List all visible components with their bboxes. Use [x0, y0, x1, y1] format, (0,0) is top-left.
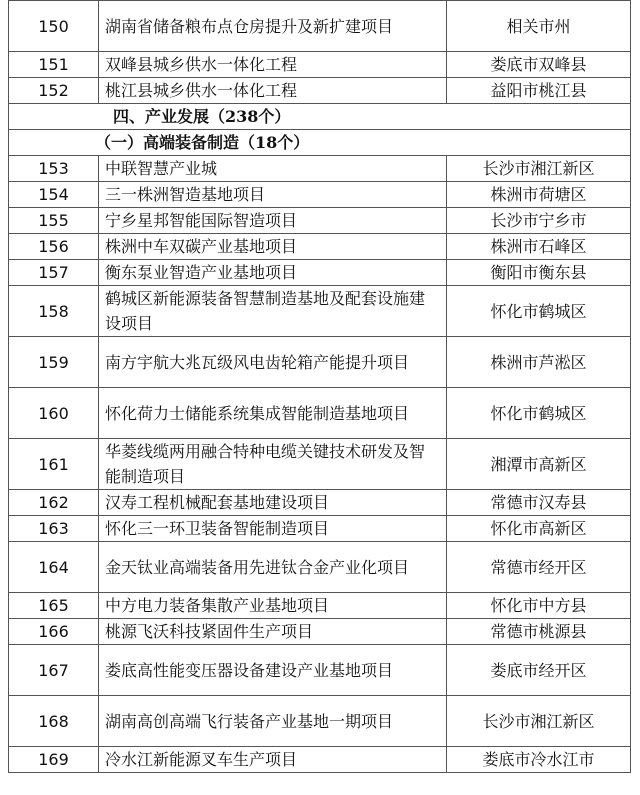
table-row — [9, 260, 631, 286]
row-number: 153 — [9, 156, 99, 182]
table-row — [9, 516, 631, 542]
table-row — [9, 388, 631, 439]
project-name: 金天钛业高端装备用先进钛合金产业化项目 — [99, 542, 447, 593]
row-number: 159 — [9, 337, 99, 388]
project-location: 衡阳市衡东县 — [447, 260, 631, 286]
table-row — [9, 619, 631, 645]
table-row — [9, 439, 631, 490]
project-location: 常德市桃源县 — [447, 619, 631, 645]
section-title: （一）高端装备制造（18个） — [9, 130, 631, 156]
project-location: 怀化市鹤城区 — [447, 286, 631, 337]
project-name: 湖南高创高端飞行装备产业基地一期项目 — [99, 696, 447, 747]
project-name: 汉寿工程机械配套基地建设项目 — [99, 490, 447, 516]
row-number: 166 — [9, 619, 99, 645]
row-number: 150 — [9, 1, 99, 52]
row-number: 161 — [9, 439, 99, 490]
project-location: 娄底市经开区 — [447, 645, 631, 696]
project-location: 常德市经开区 — [447, 542, 631, 593]
project-location: 湘潭市高新区 — [447, 439, 631, 490]
project-name: 南方宇航大兆瓦级风电齿轮箱产能提升项目 — [99, 337, 447, 388]
project-location: 株洲市芦淞区 — [447, 337, 631, 388]
row-number: 155 — [9, 208, 99, 234]
project-table-body — [9, 1, 631, 773]
project-location: 娄底市双峰县 — [447, 52, 631, 78]
project-name: 三一株洲智造基地项目 — [99, 182, 447, 208]
project-location: 相关市州 — [447, 1, 631, 52]
table-row — [9, 645, 631, 696]
project-name: 桃源飞沃科技紧固件生产项目 — [99, 619, 447, 645]
row-number: 152 — [9, 78, 99, 104]
row-number: 163 — [9, 516, 99, 542]
project-name: 株洲中车双碳产业基地项目 — [99, 234, 447, 260]
project-name: 鹤城区新能源装备智慧制造基地及配套设施建设项目 — [99, 286, 447, 337]
page-cutoff — [8, 790, 630, 795]
table-row — [9, 696, 631, 747]
project-table — [8, 0, 631, 773]
table-row — [9, 208, 631, 234]
project-name: 娄底高性能变压器设备建设产业基地项目 — [99, 645, 447, 696]
project-location: 长沙市湘江新区 — [447, 696, 631, 747]
row-number: 162 — [9, 490, 99, 516]
section-heading — [9, 104, 631, 130]
project-name: 衡东泵业智造产业基地项目 — [99, 260, 447, 286]
project-location: 益阳市桃江县 — [447, 78, 631, 104]
table-row — [9, 337, 631, 388]
table-row — [9, 78, 631, 104]
project-name: 中联智慧产业城 — [99, 156, 447, 182]
project-name: 华菱线缆两用融合特种电缆关键技术研发及智能制造项目 — [99, 439, 447, 490]
project-location: 怀化市鹤城区 — [447, 388, 631, 439]
project-name: 宁乡星邦智能国际智造项目 — [99, 208, 447, 234]
row-number: 167 — [9, 645, 99, 696]
row-number: 158 — [9, 286, 99, 337]
project-location: 株洲市荷塘区 — [447, 182, 631, 208]
row-number: 157 — [9, 260, 99, 286]
project-name: 怀化荷力士储能系统集成智能制造基地项目 — [99, 388, 447, 439]
table-row — [9, 182, 631, 208]
project-name: 双峰县城乡供水一体化工程 — [99, 52, 447, 78]
project-location: 常德市汉寿县 — [447, 490, 631, 516]
row-number: 151 — [9, 52, 99, 78]
table-row — [9, 747, 631, 773]
project-location: 娄底市冷水江市 — [447, 747, 631, 773]
row-number: 169 — [9, 747, 99, 773]
row-number: 168 — [9, 696, 99, 747]
table-row — [9, 156, 631, 182]
table-row — [9, 1, 631, 52]
table-row — [9, 52, 631, 78]
table-row — [9, 542, 631, 593]
section-title: 四、产业发展（238个） — [9, 104, 631, 130]
project-name: 湖南省储备粮布点仓房提升及新扩建项目 — [99, 1, 447, 52]
project-location: 怀化市高新区 — [447, 516, 631, 542]
project-location: 怀化市中方县 — [447, 593, 631, 619]
project-location: 株洲市石峰区 — [447, 234, 631, 260]
row-number: 154 — [9, 182, 99, 208]
table-row — [9, 593, 631, 619]
row-number: 160 — [9, 388, 99, 439]
row-number: 164 — [9, 542, 99, 593]
subsection-heading — [9, 130, 631, 156]
project-name: 桃江县城乡供水一体化工程 — [99, 78, 447, 104]
project-name: 怀化三一环卫装备智能制造项目 — [99, 516, 447, 542]
project-location: 长沙市宁乡市 — [447, 208, 631, 234]
row-number: 156 — [9, 234, 99, 260]
table-row — [9, 234, 631, 260]
table-row — [9, 490, 631, 516]
project-name: 中方电力装备集散产业基地项目 — [99, 593, 447, 619]
row-number: 165 — [9, 593, 99, 619]
project-location: 长沙市湘江新区 — [447, 156, 631, 182]
project-name: 冷水江新能源叉车生产项目 — [99, 747, 447, 773]
table-row — [9, 286, 631, 337]
